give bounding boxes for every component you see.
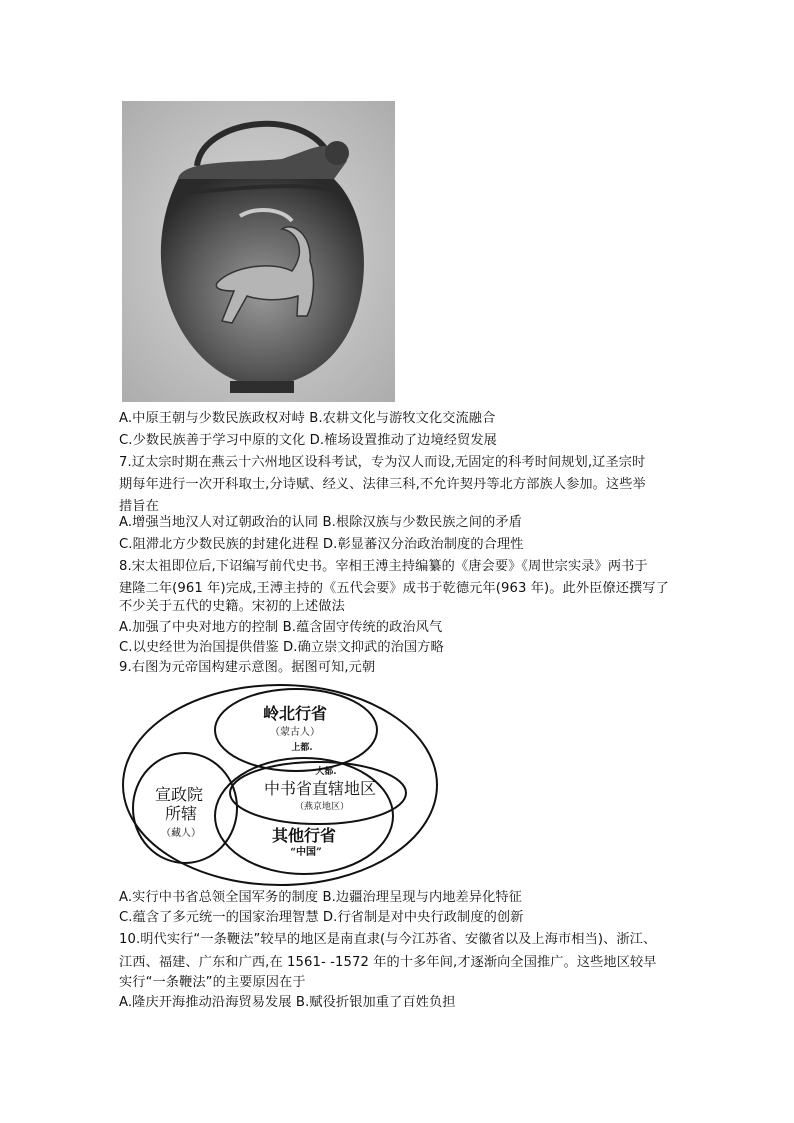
q7-options-ab: A.增强当地汉人对辽朝政治的认同 B.根除汉族与少数民族之间的矛盾 [119,515,522,530]
q8-stem-line3: 不少关于五代的史籍。宋初的上述做法 [119,599,345,614]
q7-options-cd: C.阻滞北方少数民族的封建化进程 D.彰显蕃汉分治政治制度的合理性 [119,537,524,552]
q6-options-cd: C.少数民族善于学习中原的文化 D.榷场设置推动了边境经贸发展 [119,433,497,448]
china-label: “中国” [290,847,322,858]
q10-stem-line3: 实行“一条鞭法”的主要原因在于 [119,975,306,990]
q7-stem-line2: 期每年进行一次开科取士,分诗赋、经义、法律三科,不允许契丹等北方部族人参加。这些举 [119,477,646,492]
dadu-label: 大都. [315,767,337,777]
xuanzheng-label-2: 所辖 [164,804,198,823]
xuanzheng-label-1: 宣政院 [154,785,204,804]
q10-options-ab: A.隆庆开海推动沿海贸易发展 B.赋役折银加重了百姓负担 [119,995,456,1010]
q9-options-cd: C.蕴含了多元统一的国家治理智慧 D.行省制是对中央行政制度的创新 [119,910,524,925]
q10-stem-line2: 江西、福建、广东和广西,在 1561- -1572 年的十多年间,才逐渐向全国推广。这些地区较早 [119,955,657,970]
lingbei-people-label: （蒙古人） [270,727,320,738]
q8-stem-line1: 8.宋太祖即位后,下诏编写前代史书。宰相王溥主持编纂的《唐会要》《周世宗实录》两书于 [119,559,648,574]
shangdu-label: 上都. [291,743,313,753]
yuan-empire-diagram [120,683,440,888]
other-provinces-label: 其他行省 [271,826,337,845]
q6-options-ab: A.中原王朝与少数民族政权对峙 B.农耕文化与游牧文化交流融合 [119,411,496,426]
bronze-pot-horse-photo [122,101,395,402]
lingbei-label: 岭北行省 [262,704,328,723]
q10-stem-line1: 10.明代实行“一条鞭法”较早的地区是南直隶(与今江苏省、安徽省以及上海市相当)、浙江、 [119,932,657,947]
zhongshu-label: 中书省直辖地区 [263,779,377,798]
q9-options-ab: A.实行中书省总领全国军务的制度 B.边疆治理呈现与内地差异化特征 [119,890,522,905]
q8-options-ab: A.加强了中央对地方的控制 B.蕴含固守传统的政治风气 [119,620,443,635]
xuanzheng-people-label: （藏人） [161,828,201,839]
q8-options-cd: C.以史经世为治国提供借鉴 D.确立崇文抑武的治国方略 [119,640,444,655]
q9-stem: 9.右图为元帝国构建示意图。据图可知,元朝 [119,660,376,675]
q8-stem-line2: 建隆二年(961 年)完成,王溥主持的《五代会要》成书于乾德元年(963 年)。此外臣僚还撰写了 [119,581,669,596]
zhongshu-sub-label: （燕京地区） [294,802,350,812]
q7-stem-line1: 7.辽太宗时期在燕云十六州地区设科考试，专为汉人而设,无固定的科考时间规划,辽圣宗时 [119,455,646,470]
q7-stem-line3: 措旨在 [119,499,159,514]
